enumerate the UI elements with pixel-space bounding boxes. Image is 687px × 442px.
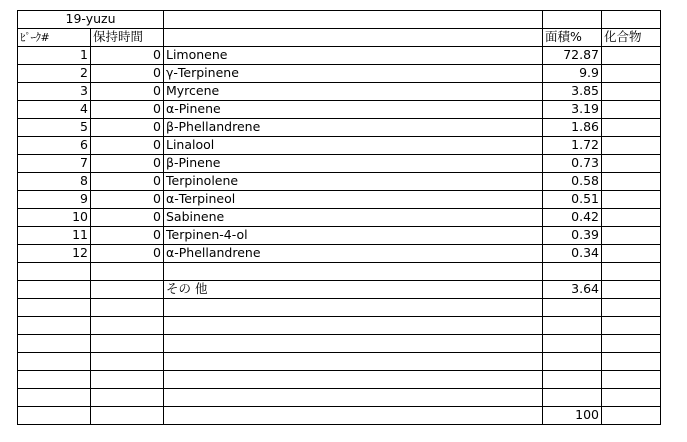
cell[interactable] (91, 281, 164, 299)
cell[interactable] (543, 389, 602, 407)
empty-row (18, 335, 661, 353)
total-row (18, 407, 661, 425)
retention-time[interactable]: 0 (91, 119, 164, 137)
cell[interactable] (602, 335, 661, 353)
cell[interactable] (543, 263, 602, 281)
compound-name[interactable]: Myrcene (164, 83, 543, 101)
cell[interactable] (164, 299, 543, 317)
cell[interactable] (543, 317, 602, 335)
empty-row (18, 317, 661, 335)
others-area[interactable]: 3.64 (543, 281, 602, 299)
others-row (18, 281, 661, 299)
cell[interactable] (18, 407, 91, 425)
cell[interactable] (91, 353, 164, 371)
cell[interactable] (164, 335, 543, 353)
cell[interactable] (602, 371, 661, 389)
cell[interactable] (91, 263, 164, 281)
retention-time[interactable]: 0 (91, 173, 164, 191)
table-row (18, 65, 661, 83)
compound-name[interactable]: β-Pinene (164, 155, 543, 173)
header-compound[interactable]: 化合物 (602, 29, 661, 47)
compound-cell[interactable] (602, 191, 661, 209)
retention-time[interactable]: 0 (91, 209, 164, 227)
cell[interactable] (602, 389, 661, 407)
compound-name[interactable]: α-Phellandrene (164, 245, 543, 263)
cell[interactable] (164, 317, 543, 335)
table-row (18, 83, 661, 101)
cell[interactable] (164, 263, 543, 281)
cell[interactable] (18, 371, 91, 389)
peak-number[interactable]: 6 (18, 137, 91, 155)
cell[interactable] (602, 299, 661, 317)
cell[interactable] (602, 317, 661, 335)
cell[interactable] (164, 407, 543, 425)
compound-cell[interactable] (602, 245, 661, 263)
cell[interactable] (164, 371, 543, 389)
empty-row (18, 353, 661, 371)
peak-number[interactable]: 4 (18, 101, 91, 119)
peak-number[interactable]: 11 (18, 227, 91, 245)
total-area[interactable]: 100 (543, 407, 602, 425)
table-row (18, 227, 661, 245)
retention-time[interactable]: 0 (91, 101, 164, 119)
cell[interactable] (91, 299, 164, 317)
sample-title-row (18, 11, 661, 29)
compound-cell[interactable] (602, 65, 661, 83)
cell[interactable] (602, 407, 661, 425)
compound-name[interactable]: Limonene (164, 47, 543, 65)
empty-row (18, 371, 661, 389)
cell[interactable] (18, 389, 91, 407)
compound-cell[interactable] (602, 173, 661, 191)
compound-name[interactable]: Sabinene (164, 209, 543, 227)
area-percent[interactable]: 0.42 (543, 209, 602, 227)
peak-number[interactable]: 10 (18, 209, 91, 227)
cell[interactable] (602, 353, 661, 371)
cell[interactable] (18, 299, 91, 317)
table-row (18, 137, 661, 155)
cell[interactable] (543, 371, 602, 389)
area-percent[interactable]: 0.73 (543, 155, 602, 173)
peak-number[interactable]: 8 (18, 173, 91, 191)
compound-name[interactable]: α-Terpineol (164, 191, 543, 209)
compound-cell[interactable] (602, 155, 661, 173)
table-row (18, 173, 661, 191)
area-percent[interactable]: 0.39 (543, 227, 602, 245)
area-percent[interactable]: 9.9 (543, 65, 602, 83)
compound-name[interactable]: γ-Terpinene (164, 65, 543, 83)
area-percent[interactable]: 1.72 (543, 137, 602, 155)
area-percent[interactable]: 3.19 (543, 101, 602, 119)
area-percent[interactable]: 1.86 (543, 119, 602, 137)
cell[interactable] (91, 317, 164, 335)
cell[interactable] (18, 281, 91, 299)
cell[interactable] (18, 335, 91, 353)
retention-time[interactable]: 0 (91, 83, 164, 101)
empty-row (18, 263, 661, 281)
peak-number[interactable]: 2 (18, 65, 91, 83)
compound-name[interactable]: β-Phellandrene (164, 119, 543, 137)
compound-name[interactable]: Terpinen-4-ol (164, 227, 543, 245)
area-percent[interactable]: 0.34 (543, 245, 602, 263)
cell[interactable] (164, 11, 543, 29)
header-retention-time[interactable]: 保持時間 (91, 29, 164, 47)
cell[interactable] (602, 281, 661, 299)
cell[interactable] (18, 353, 91, 371)
compound-cell[interactable] (602, 83, 661, 101)
table-row (18, 119, 661, 137)
others-label[interactable]: その 他 (164, 281, 543, 299)
retention-time[interactable]: 0 (91, 47, 164, 65)
peak-number[interactable]: 7 (18, 155, 91, 173)
cell[interactable] (91, 389, 164, 407)
peak-number[interactable]: 9 (18, 191, 91, 209)
cell[interactable] (164, 389, 543, 407)
gc-results-table (17, 10, 661, 425)
retention-time[interactable]: 0 (91, 227, 164, 245)
area-percent[interactable]: 72.87 (543, 47, 602, 65)
area-percent[interactable]: 0.58 (543, 173, 602, 191)
table-row (18, 47, 661, 65)
cell[interactable] (91, 371, 164, 389)
cell[interactable] (543, 353, 602, 371)
compound-cell[interactable] (602, 101, 661, 119)
table-row (18, 101, 661, 119)
cell[interactable] (164, 353, 543, 371)
compound-cell[interactable] (602, 137, 661, 155)
area-percent[interactable]: 3.85 (543, 83, 602, 101)
area-percent[interactable]: 0.51 (543, 191, 602, 209)
compound-name[interactable]: Linalool (164, 137, 543, 155)
retention-time[interactable]: 0 (91, 155, 164, 173)
peak-number[interactable]: 1 (18, 47, 91, 65)
cell[interactable] (543, 335, 602, 353)
cell[interactable] (164, 29, 543, 47)
header-area-pct[interactable]: 面積% (543, 29, 602, 47)
retention-time[interactable]: 0 (91, 137, 164, 155)
compound-name[interactable]: Terpinolene (164, 173, 543, 191)
table-row (18, 209, 661, 227)
cell[interactable] (543, 299, 602, 317)
cell[interactable] (602, 263, 661, 281)
retention-time[interactable]: 0 (91, 245, 164, 263)
table-row (18, 191, 661, 209)
compound-cell[interactable] (602, 119, 661, 137)
table-row (18, 155, 661, 173)
retention-time[interactable]: 0 (91, 65, 164, 83)
cell[interactable] (18, 317, 91, 335)
compound-cell[interactable] (602, 227, 661, 245)
header-peak-no[interactable]: ﾋﾟｰｸ# (18, 29, 91, 47)
cell[interactable] (18, 263, 91, 281)
peak-number[interactable]: 12 (18, 245, 91, 263)
header-row (18, 29, 661, 47)
empty-row (18, 389, 661, 407)
compound-cell[interactable] (602, 209, 661, 227)
table-row (18, 245, 661, 263)
empty-row (18, 299, 661, 317)
peak-number[interactable]: 3 (18, 83, 91, 101)
cell[interactable] (602, 11, 661, 29)
cell[interactable] (91, 335, 164, 353)
cell[interactable] (543, 11, 602, 29)
compound-name[interactable]: α-Pinene (164, 101, 543, 119)
compound-cell[interactable] (602, 47, 661, 65)
retention-time[interactable]: 0 (91, 191, 164, 209)
sample-name[interactable]: 19-yuzu (18, 11, 164, 29)
cell[interactable] (91, 407, 164, 425)
peak-number[interactable]: 5 (18, 119, 91, 137)
